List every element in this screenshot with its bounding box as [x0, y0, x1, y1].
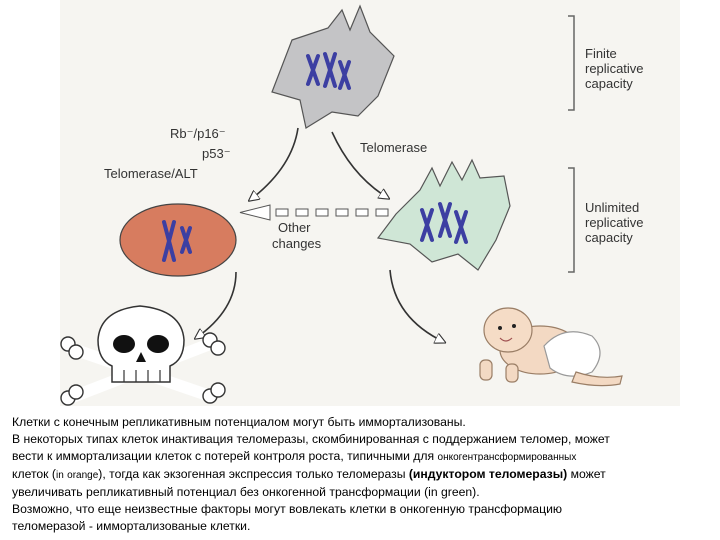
p53-label: p53⁻	[202, 146, 231, 161]
baby-icon	[480, 308, 622, 386]
caption-line6: Возможно, что еще неизвестные факторы могут вовлекать клетки в онкогенную трансформацию	[12, 502, 563, 516]
other-changes-label-2: changes	[272, 236, 322, 251]
caption-bold-inductor: (индуктором теломеразы)	[408, 467, 568, 481]
diagram-figure	[60, 0, 680, 406]
caption-line1: Клетки с конечным репликативным потенциалом могут быть иммортализованы.	[12, 415, 466, 429]
caption-line4c: может	[570, 467, 606, 481]
caption-line2: В некоторых типах клеток инактивация теломеразы, скомбинированная с поддержанием теломер, может	[12, 432, 610, 446]
caption-line	[12, 431, 712, 448]
transformed-cell	[120, 204, 236, 276]
unlimited-bracket	[568, 168, 574, 272]
finite-bracket	[568, 16, 574, 110]
telomerase-alt-label: Telomerase/ALT	[104, 166, 198, 181]
unlimited-label-2: replicative	[585, 215, 644, 230]
caption-line7: теломеразой - иммортализованые клетки.	[12, 519, 251, 533]
caption-line4b: ), тогда как экзогенная экспрессия только теломеразы	[98, 467, 406, 481]
caption-line	[12, 484, 712, 501]
telomerase-label: Telomerase	[360, 140, 428, 155]
caption-line	[12, 518, 712, 535]
caption-in-word: in	[55, 470, 64, 481]
diagram-svg	[60, 0, 680, 406]
rb-p16-label: Rb⁻/p16⁻	[170, 126, 226, 141]
caption-line5a: увеличивать репликативный потенциал без онкогенной трансформации (	[12, 485, 429, 499]
caption-line	[12, 501, 712, 518]
unlimited-label-3: capacity	[585, 230, 633, 245]
caption-line	[12, 448, 712, 466]
caption-text	[12, 414, 712, 535]
arrow-to-transformed-cell	[250, 128, 298, 200]
finite-label-1: Finite	[585, 46, 617, 61]
caption-line	[12, 466, 712, 484]
finite-label-2: replicative	[585, 61, 644, 76]
caption-line3: вести к иммортализации клеток с потерей контроля роста, типичными для	[12, 449, 435, 463]
unlimited-label-1: Unlimited	[585, 200, 640, 215]
arrow-to-skull	[196, 272, 236, 338]
caption-line	[12, 414, 712, 431]
caption-line5b: ).	[472, 485, 480, 499]
caption-green-word: in green	[428, 485, 473, 499]
other-changes-label-1: Other	[278, 220, 311, 235]
other-changes-arrow	[240, 205, 388, 220]
finite-label-3: capacity	[585, 76, 633, 91]
caption-line4a: клеток (	[12, 467, 56, 481]
caption-orange-word: orange	[67, 470, 99, 481]
caption-line3-small: онкогентрансформированных	[437, 452, 577, 463]
arrow-to-baby	[390, 270, 444, 342]
skull-crossbones-icon	[61, 306, 225, 405]
